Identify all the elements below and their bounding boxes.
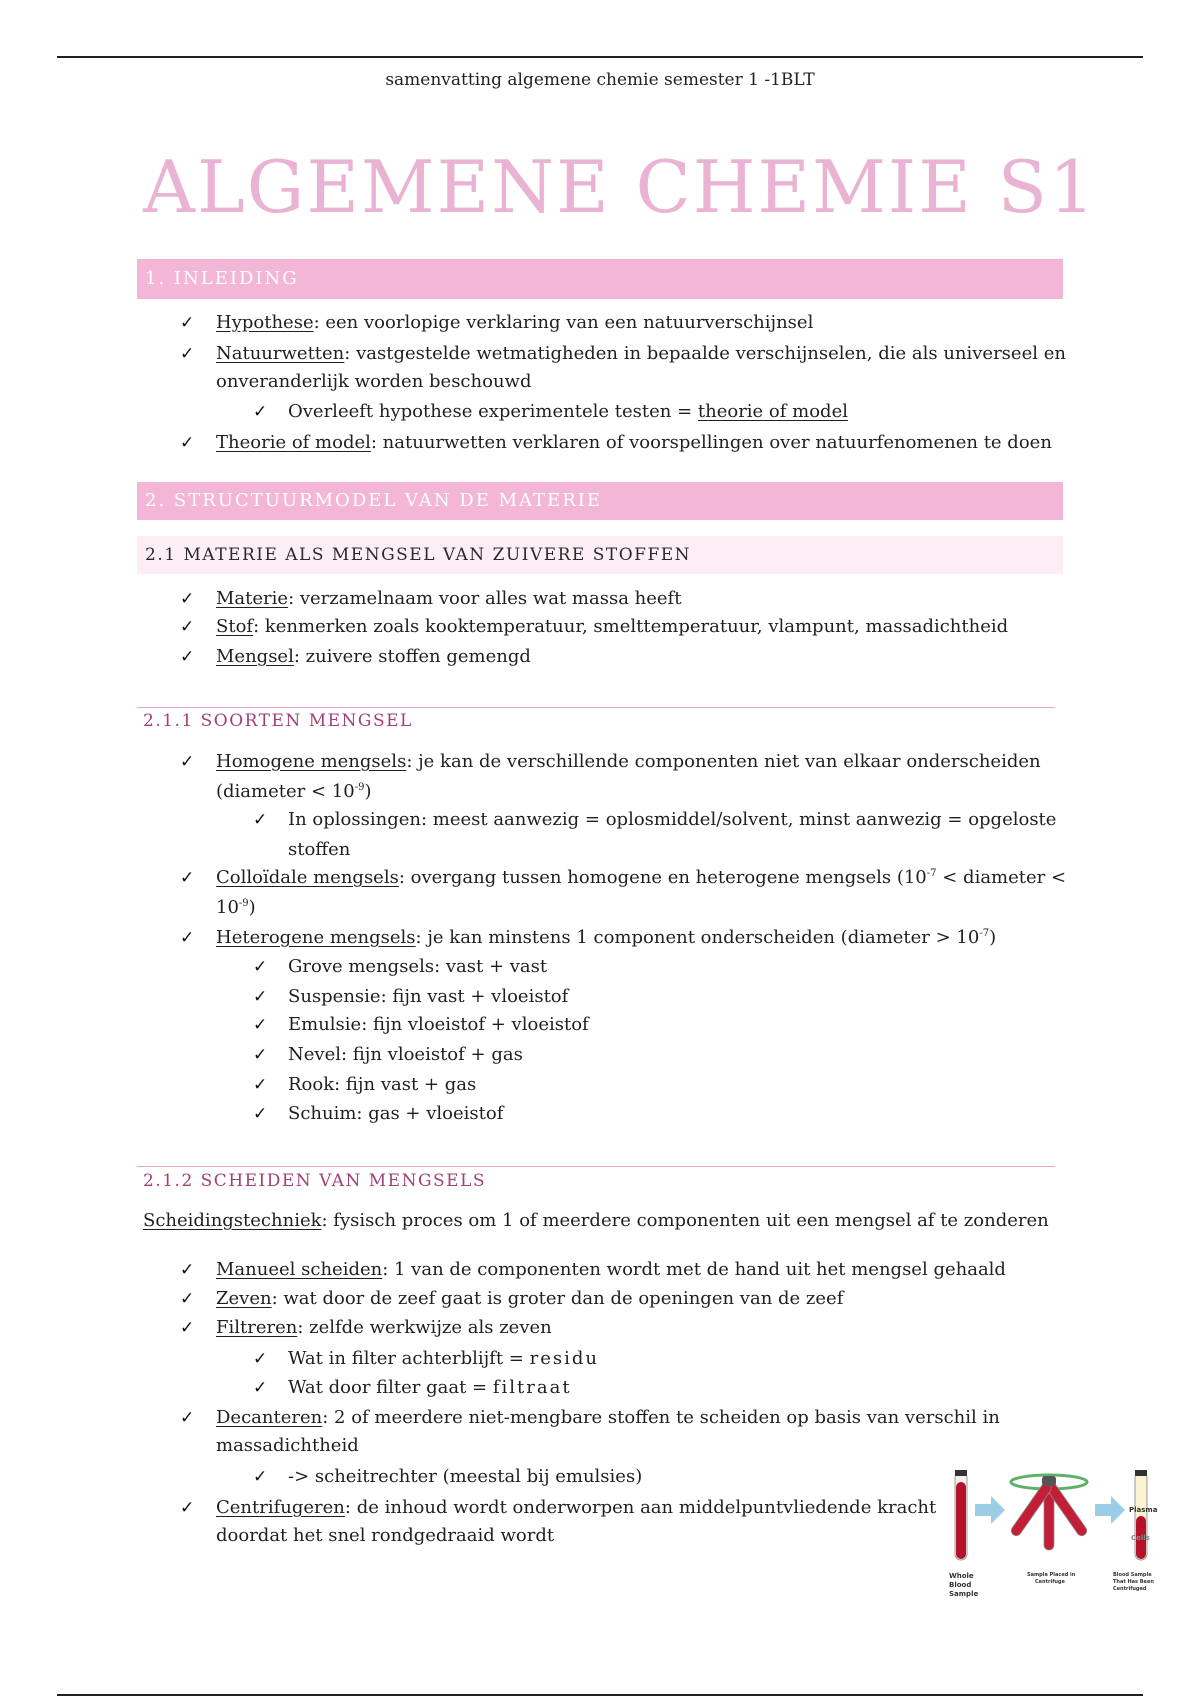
definition: : de inhoud wordt onderworpen aan middelpuntvliedende kracht — [344, 1497, 937, 1518]
list-item — [216, 1314, 552, 1342]
text: Wat in filter achterblijft = — [288, 1348, 530, 1369]
heading-rule — [137, 707, 1055, 708]
exponent: -9 — [238, 898, 249, 909]
check-icon: ✓ — [253, 1045, 268, 1065]
check-icon: ✓ — [180, 433, 195, 453]
check-icon: ✓ — [180, 1289, 195, 1309]
definition: : je kan minstens 1 component onderscheiden (diameter > 10 — [415, 927, 980, 948]
term: Theorie of model — [216, 432, 371, 453]
text: ) — [364, 781, 372, 802]
term: Heterogene mengsels — [216, 927, 416, 948]
check-icon: ✓ — [180, 589, 195, 609]
definition: : natuurwetten verklaren of voorspellingen over natuurfenomenen te doen — [370, 432, 1052, 453]
check-icon: ✓ — [180, 1318, 195, 1338]
check-icon: ✓ — [253, 810, 268, 830]
text: ) — [248, 897, 256, 918]
list-item — [216, 309, 813, 337]
list-item — [216, 643, 531, 671]
check-icon: ✓ — [180, 313, 195, 333]
bottom-rule — [57, 1694, 1143, 1696]
label-cells: Cells — [1131, 1534, 1150, 1542]
term: residu — [529, 1348, 599, 1369]
check-icon: ✓ — [180, 647, 195, 667]
check-icon: ✓ — [180, 617, 195, 637]
definition: : je kan de verschillende componenten niet van elkaar onderscheiden — [406, 751, 1041, 772]
definition: < diameter < — [936, 867, 1067, 888]
label-centrifuged-3: Centrifuged — [1113, 1586, 1147, 1592]
definition: : 1 van de componenten wordt met de hand uit het mengsel gehaald — [382, 1259, 1006, 1280]
page-title: ALGEMENE CHEMIE S1 — [143, 145, 1097, 229]
check-icon: ✓ — [180, 1260, 195, 1280]
text: 10 — [216, 897, 239, 918]
label-centrifuged-1: Blood Sample — [1113, 1572, 1152, 1578]
check-icon: ✓ — [180, 868, 195, 888]
sub-text: Overleeft hypothese experimentele testen = — [288, 401, 698, 422]
definition: : zuivere stoffen gemengd — [293, 646, 531, 667]
definition: : verzamelnaam voor alles wat massa heeft — [288, 588, 682, 609]
sub-list-item — [288, 398, 848, 426]
term: Manueel scheiden — [216, 1259, 383, 1280]
check-icon: ✓ — [180, 1498, 195, 1518]
label-placed-2: Centrifuge — [1035, 1579, 1065, 1585]
list-item-continuation — [216, 778, 371, 806]
term: Materie — [216, 588, 289, 609]
text: (diameter < 10 — [216, 781, 355, 802]
check-icon: ✓ — [253, 1467, 268, 1487]
list-item — [216, 748, 1041, 776]
page-header: samenvatting algemene chemie semester 1 -1BLT — [385, 70, 815, 90]
check-icon: ✓ — [253, 402, 268, 422]
term: Colloïdale mengsels — [216, 867, 399, 888]
check-icon: ✓ — [253, 957, 268, 977]
sub-list-item: Rook: fijn vast + gas — [288, 1074, 477, 1095]
definition: ) — [989, 927, 997, 948]
check-icon: ✓ — [180, 752, 195, 772]
term: filtraat — [492, 1377, 572, 1398]
arrow-right-icon — [1095, 1496, 1125, 1524]
label-whole-3: Sample — [949, 1590, 979, 1598]
text: Wat door filter gaat = — [288, 1377, 493, 1398]
definition: : 2 of meerdere niet-mengbare stoffen te scheiden op basis van verschil in — [322, 1407, 1000, 1428]
term: Stof — [216, 616, 254, 637]
label-centrifuged-2: That Has Been — [1113, 1579, 1154, 1585]
definition: : wat door de zeef gaat is groter dan de openingen van de zeef — [271, 1288, 844, 1309]
sub-list-item — [288, 1345, 599, 1373]
label-whole-1: Whole — [949, 1572, 974, 1580]
list-item — [216, 340, 1066, 368]
list-item-continuation: massadichtheid — [216, 1435, 359, 1456]
centrifuge-illustration — [945, 1470, 1170, 1610]
term: Decanteren — [216, 1407, 323, 1428]
centrifuge-rotor-icon — [1009, 1475, 1088, 1550]
definition: : vastgestelde wetmatigheden in bepaalde verschijnselen, die als universeel en — [344, 343, 1066, 364]
list-item-continuation — [216, 894, 256, 922]
definition: : zelfde werkwijze als zeven — [297, 1317, 552, 1338]
sub-list-item: Emulsie: fijn vloeistof + vloeistof — [288, 1014, 589, 1035]
definition: : een voorlopige verklaring van een natuurverschijnsel — [313, 312, 814, 333]
check-icon: ✓ — [253, 1015, 268, 1035]
term: Filtreren — [216, 1317, 298, 1338]
list-item — [216, 429, 1052, 457]
list-item-continuation: doordat het snel rondgedraaid wordt — [216, 1525, 555, 1546]
term: Scheidingstechniek — [143, 1210, 322, 1231]
check-icon: ✓ — [253, 1349, 268, 1369]
exponent: -7 — [926, 868, 937, 879]
sub-list-item-continuation: stoffen — [288, 839, 351, 860]
check-icon: ✓ — [180, 344, 195, 364]
sub-list-item: -> scheitrechter (meestal bij emulsies) — [288, 1466, 643, 1487]
term: Mengsel — [216, 646, 294, 667]
check-icon: ✓ — [180, 928, 195, 948]
check-icon: ✓ — [253, 1378, 268, 1398]
list-item — [216, 1494, 936, 1522]
section-heading-structuurmodel: 2. STRUCTUURMODEL VAN DE MATERIE — [137, 482, 1063, 520]
list-item — [216, 1285, 843, 1313]
definition: : fysisch proces om 1 of meerdere componenten uit een mengsel af te zonderen — [321, 1210, 1049, 1231]
subsection-heading-materie: 2.1 MATERIE ALS MENGSEL VAN ZUIVERE STOFFEN — [137, 536, 1063, 574]
term: Hypothese — [216, 312, 314, 333]
check-icon: ✓ — [180, 1408, 195, 1428]
exponent: -9 — [354, 782, 365, 793]
list-item-continuation: onveranderlijk worden beschouwd — [216, 371, 532, 392]
check-icon: ✓ — [253, 987, 268, 1007]
list-item — [216, 864, 1066, 892]
term: theorie of model — [697, 401, 848, 422]
label-whole-2: Blood — [949, 1581, 972, 1589]
sub-list-item: Suspensie: fijn vast + vloeistof — [288, 986, 569, 1007]
sub-list-item: In oplossingen: meest aanwezig = oplosmiddel/solvent, minst aanwezig = opgeloste — [288, 809, 1057, 830]
sub-list-item — [288, 1374, 572, 1402]
definition: : kenmerken zoals kooktemperatuur, smelttemperatuur, vlampunt, massadichtheid — [253, 616, 1009, 637]
term: Natuurwetten — [216, 343, 345, 364]
top-rule — [57, 56, 1143, 58]
label-plasma: Plasma — [1129, 1506, 1158, 1514]
label-placed-1: Sample Placed in — [1027, 1572, 1076, 1578]
term: Zeven — [216, 1288, 272, 1309]
list-item — [216, 1404, 1000, 1432]
test-tube-centrifuged-icon — [1135, 1470, 1147, 1560]
term: Homogene mengsels — [216, 751, 407, 772]
exponent: -7 — [979, 928, 990, 939]
heading-rule — [137, 1166, 1055, 1167]
sub-list-item: Nevel: fijn vloeistof + gas — [288, 1044, 523, 1065]
test-tube-whole-blood-icon — [955, 1470, 967, 1560]
list-item — [216, 924, 996, 952]
list-item — [216, 585, 681, 613]
subsubsection-heading-soorten: 2.1.1 SOORTEN MENGSEL — [143, 711, 413, 731]
list-item — [216, 1256, 1006, 1284]
arrow-right-icon — [975, 1496, 1005, 1524]
check-icon: ✓ — [253, 1104, 268, 1124]
subsubsection-heading-scheiden: 2.1.2 SCHEIDEN VAN MENGSELS — [143, 1171, 487, 1191]
intro-paragraph — [143, 1207, 1049, 1235]
definition: : overgang tussen homogene en heterogene mengsels (10 — [398, 867, 927, 888]
sub-list-item: Grove mengsels: vast + vast — [288, 956, 548, 977]
section-heading-inleiding: 1. INLEIDING — [137, 259, 1063, 299]
check-icon: ✓ — [253, 1075, 268, 1095]
list-item — [216, 613, 1008, 641]
sub-list-item: Schuim: gas + vloeistof — [288, 1103, 504, 1124]
term: Centrifugeren — [216, 1497, 345, 1518]
